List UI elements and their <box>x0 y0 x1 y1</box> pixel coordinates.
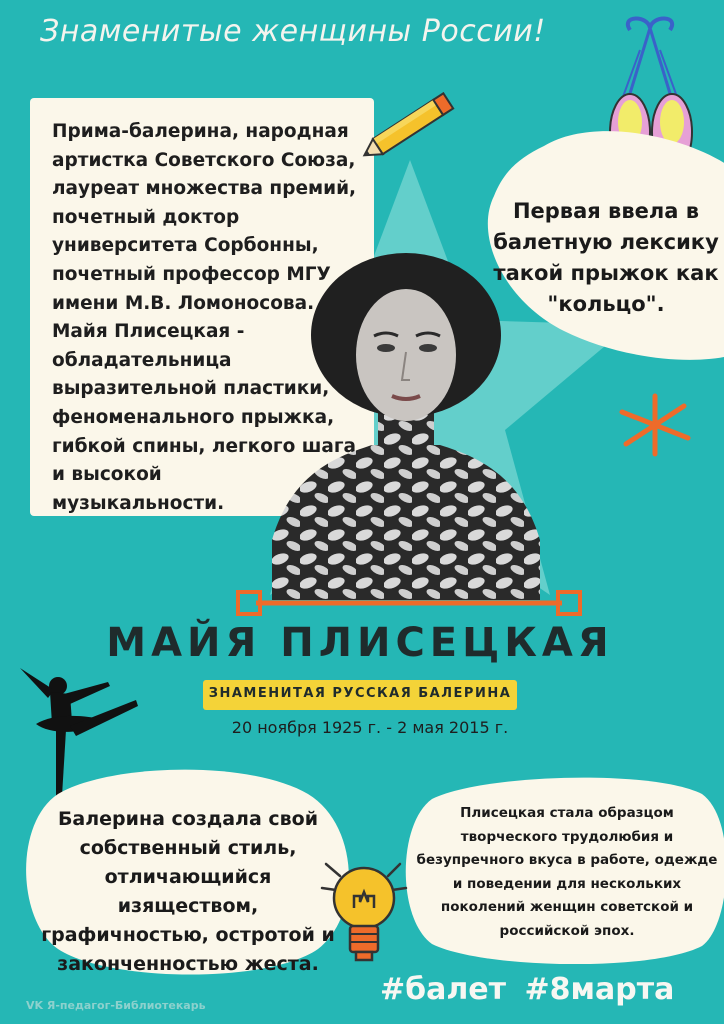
page-title: Знаменитые женщины России! <box>40 14 546 49</box>
person-name: МАЙЯ ПЛИСЕЦКАЯ <box>106 620 614 666</box>
watermark: VK Я-педагог-Библиотекарь <box>26 999 206 1012</box>
subtitle: ЗНАМЕНИТАЯ РУССКАЯ БАЛЕРИНА <box>208 686 512 701</box>
fact-bottom-right-text: Плисецкая стала образцом творческого трудолюбия и безупречного вкуса в работе, одежде и поведении для нескольких поколений женщин советской и российской эпох. <box>416 805 718 939</box>
fact-bottom-left-text: Балерина создала свой собственный стиль, отличающийся изяществом, графичностью, остротой и законченностью жеста. <box>41 808 335 975</box>
pencil-icon <box>352 92 464 162</box>
portrait-photo <box>272 240 540 600</box>
lightbulb-icon <box>318 852 410 970</box>
bio-text: Прима-балерина, народная артистка Советского Союза, лауреат множества премий, почетный доктор университета Сорбонны, почетный профессор МГУ имени М.В. Ломоносова. Майя Плисецкая - обладательница выразительной пластики, феноменального прыжка, гибкой спины, легкого шага и высокой музыкальности. <box>52 121 357 514</box>
hashtags: #балет #8марта <box>380 972 675 1007</box>
fact-right-text: Первая ввела в балетную лексику такой прыжок как "кольцо". <box>493 199 719 316</box>
name-divider <box>236 590 582 616</box>
asterisk-icon <box>616 392 694 458</box>
life-dates: 20 ноября 1925 г. - 2 мая 2015 г. <box>231 718 509 737</box>
